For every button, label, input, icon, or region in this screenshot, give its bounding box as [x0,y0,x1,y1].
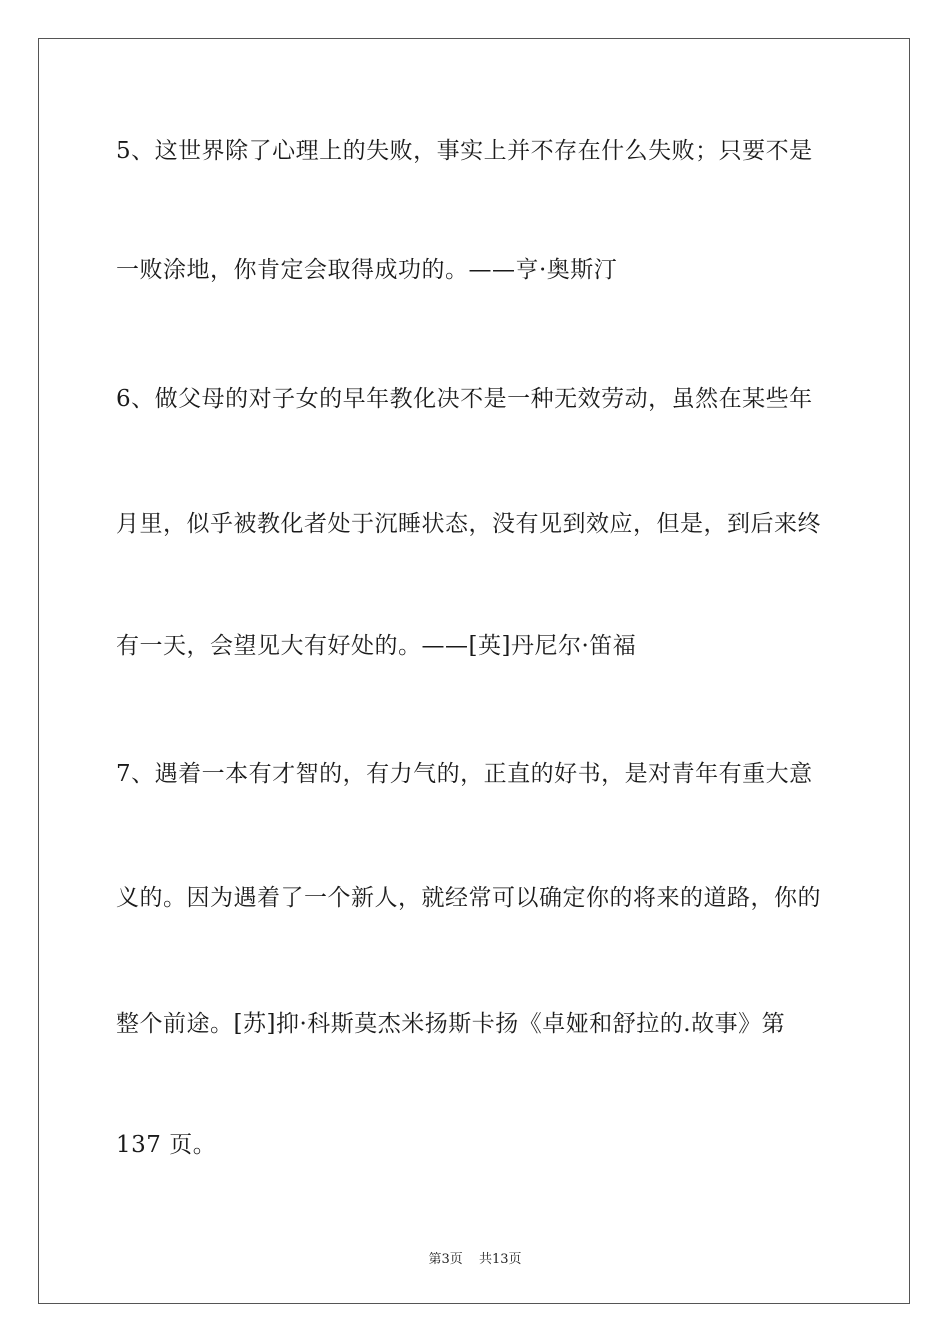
text-line-3: 6、做父母的对子女的早年教化决不是一种无效劳动，虽然在某些年 [116,386,813,412]
text-line-2: 一败涂地，你肯定会取得成功的。——亨·奥斯汀 [116,257,618,283]
text-line-1: 5、这世界除了心理上的失败，事实上并不存在什么失败；只要不是 [116,138,813,164]
page-number: 第3页 [428,1252,463,1267]
text-line-8: 整个前途。[苏]抑·科斯莫杰米扬斯卡扬《卓娅和舒拉的.故事》第 [116,1011,786,1037]
text-line-7: 义的。因为遇着了一个新人，就经常可以确定你的将来的道路，你的 [116,885,821,911]
text-line-9: 137 页。 [116,1132,217,1158]
text-line-4: 月里，似乎被教化者处于沉睡状态，没有见到效应，但是，到后来终 [116,511,821,537]
text-line-6: 7、遇着一本有才智的，有力气的，正直的好书，是对青年有重大意 [116,761,813,787]
text-line-5: 有一天，会望见大有好处的。——[英]丹尼尔·笛福 [116,633,637,659]
page-border [38,38,910,1304]
page-footer [0,1248,950,1267]
page-total: 共13页 [478,1252,522,1267]
